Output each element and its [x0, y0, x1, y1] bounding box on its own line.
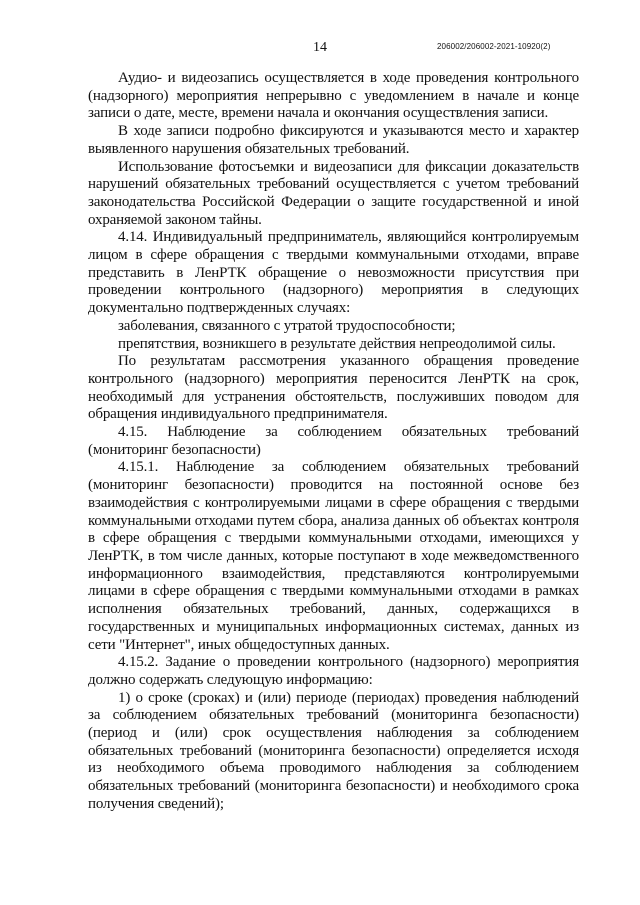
paragraph: Использование фотосъемки и видеозаписи для фиксации доказательств нарушений обязательных требований осуществляется с учетом требований законодательства Российской Федерации о защите государственной и иной охраняемой законом тайны.	[88, 158, 579, 228]
document-id: 206002/206002-2021-10920(2)	[437, 42, 551, 51]
paragraph: Аудио- и видеозапись осуществляется в ходе проведения контрольного (надзорного) мероприятия непрерывно с уведомлением в начале и конце записи о дате, месте, времени начала и окончания осуществления записи.	[88, 70, 579, 122]
paragraph: заболевания, связанного с утратой трудоспособности;	[118, 317, 456, 334]
page-number: 14	[313, 40, 327, 55]
paragraph: 4.14. Индивидуальный предприниматель, являющийся контролируемым лицом в сфере обращения с твердыми коммунальными отходами, вправе представить в ЛенРТК обращение о невозможности присутствия при проведении контрольного (надзорного) мероприятия в следующих документально подтвержденных случаях:	[88, 229, 579, 317]
document-body	[88, 70, 579, 814]
paragraph: 4.15.1. Наблюдение за соблюдением обязательных требований (мониторинг безопасности) проводится на постоянной основе без взаимодействия с контролируемыми лицами в сфере обращения с твердыми коммунальными отходами путем сбора, анализа данных об объектах контроля в сфере обращения с твердыми коммунальными отходами, имеющихся у ЛенРТК, в том числе данных, которые поступают в ходе межведомственного информационного взаимодействия, представляются контролируемыми лицами в сфере обращения с твердыми коммунальными отходами в рамках исполнения обязательных требований, данных, содержащихся в государственных и муниципальных информационных системах, данных из сети "Интернет", иных общедоступных данных.	[88, 459, 579, 653]
section-heading: 4.15. Наблюдение за соблюдением обязательных требований (мониторинг безопасности)	[88, 424, 579, 458]
paragraph: 1) о сроке (сроках) и (или) периоде (периодах) проведения наблюдений за соблюдением обязательных требований (мониторинга безопасности) (период и (или) срок осуществления наблюдения за соблюдением обязательных требований (мониторинга безопасности) определяется исходя из необходимого объема проводимого наблюдения за соблюдением обязательных требований (мониторинга безопасности) и необходимого срока получения сведений);	[88, 689, 579, 812]
paragraph: 4.15.2. Задание о проведении контрольного (надзорного) мероприятия должно содержать следующую информацию:	[88, 654, 579, 688]
paragraph: По результатам рассмотрения указанного обращения проведение контрольного (надзорного) мероприятия переносится ЛенРТК на срок, необходимый для устранения обстоятельств, послуживших поводом для обращения индивидуального предпринимателя.	[88, 353, 579, 423]
paragraph: препятствия, возникшего в результате действия непреодолимой силы.	[118, 335, 556, 352]
paragraph: В ходе записи подробно фиксируются и указываются место и характер выявленного нарушения обязательных требований.	[88, 123, 579, 157]
